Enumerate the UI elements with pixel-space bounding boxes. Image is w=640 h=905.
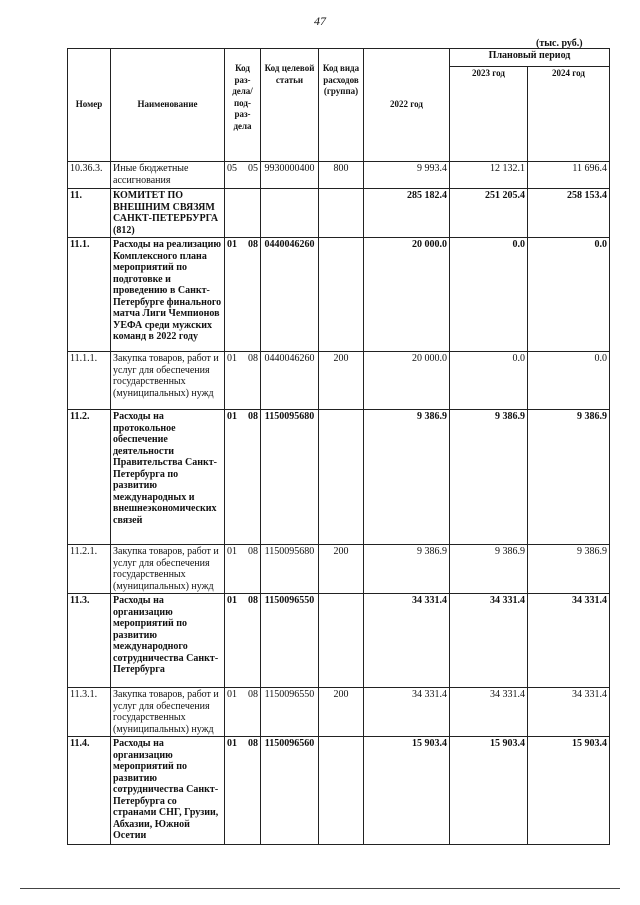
row-section: 05 xyxy=(227,163,237,174)
row-section: 01 xyxy=(227,689,237,700)
row-value-2022: 34 331.4 xyxy=(364,594,450,688)
row-section-code xyxy=(225,189,261,238)
table-row xyxy=(68,410,610,545)
row-section: 01 xyxy=(227,546,237,557)
row-value-2022: 285 182.4 xyxy=(364,189,450,238)
row-name: Закупка товаров, работ и услуг для обеспечения государственных (муниципальных) нужд xyxy=(111,352,225,410)
row-value-2024: 0.0 xyxy=(528,352,610,410)
header-target-code: Код целевой статьи xyxy=(261,49,319,162)
row-target-code: 1150095680 xyxy=(261,410,319,545)
header-year-2024: 2024 год xyxy=(528,67,610,162)
row-subsection: 08 xyxy=(248,738,258,749)
row-value-2023: 9 386.9 xyxy=(450,410,528,545)
header-name: Наименование xyxy=(111,49,225,162)
row-subsection: 08 xyxy=(248,546,258,557)
row-expense-type-code xyxy=(319,737,364,845)
row-value-2024: 0.0 xyxy=(528,238,610,352)
row-name: Иные бюджетные ассигнования xyxy=(111,162,225,189)
row-target-code xyxy=(261,189,319,238)
row-value-2023: 34 331.4 xyxy=(450,688,528,737)
row-subsection: 08 xyxy=(248,689,258,700)
row-name: Закупка товаров, работ и услуг для обеспечения государственных (муниципальных) нужд xyxy=(111,545,225,594)
row-target-code: 1150096550 xyxy=(261,594,319,688)
row-name: Расходы на организацию мероприятий по развитию сотрудничества Санкт-Петербурга со странами СНГ, Грузии, Абхазии, Южной Осетии xyxy=(111,737,225,845)
row-section: 01 xyxy=(227,411,237,422)
row-expense-type-code: 200 xyxy=(319,352,364,410)
row-expense-type-code xyxy=(319,410,364,545)
row-name: Расходы на организацию мероприятий по развитию международного сотрудничества Санкт-Петербурга xyxy=(111,594,225,688)
header-section-code: Код раз-дела/ под-раз-дела xyxy=(225,49,261,162)
row-value-2022: 15 903.4 xyxy=(364,737,450,845)
row-value-2024: 15 903.4 xyxy=(528,737,610,845)
row-section-code xyxy=(225,352,261,410)
row-expense-type-code xyxy=(319,189,364,238)
row-section-code xyxy=(225,594,261,688)
table-body xyxy=(68,162,610,845)
row-name: Расходы на реализацию Комплексного плана мероприятий по подготовке и проведению в Санкт-Петербурге финального матча Лиги Чемпионов УЕФА среди мужских команд в 2022 году xyxy=(111,238,225,352)
row-target-code: 0440046260 xyxy=(261,352,319,410)
row-subsection: 05 xyxy=(248,163,258,174)
row-value-2024: 258 153.4 xyxy=(528,189,610,238)
row-target-code: 1150095680 xyxy=(261,545,319,594)
row-value-2023: 15 903.4 xyxy=(450,737,528,845)
table-row xyxy=(68,162,610,189)
row-name: Закупка товаров, работ и услуг для обеспечения государственных (муниципальных) нужд xyxy=(111,688,225,737)
table-row xyxy=(68,594,610,688)
row-value-2023: 0.0 xyxy=(450,352,528,410)
row-value-2024: 9 386.9 xyxy=(528,410,610,545)
table-row xyxy=(68,688,610,737)
row-section: 01 xyxy=(227,239,237,250)
row-section-code xyxy=(225,238,261,352)
row-value-2022: 20 000.0 xyxy=(364,352,450,410)
row-value-2023: 9 386.9 xyxy=(450,545,528,594)
row-section-code xyxy=(225,410,261,545)
row-section-code xyxy=(225,737,261,845)
unit-label: (тыс. руб.) xyxy=(536,38,583,49)
footer-divider xyxy=(20,888,620,889)
row-value-2023: 251 205.4 xyxy=(450,189,528,238)
row-number: 11.1.1. xyxy=(68,352,111,410)
row-value-2023: 12 132.1 xyxy=(450,162,528,189)
row-target-code: 9930000400 xyxy=(261,162,319,189)
row-value-2022: 9 386.9 xyxy=(364,410,450,545)
row-expense-type-code xyxy=(319,594,364,688)
row-number: 10.36.3. xyxy=(68,162,111,189)
row-number: 11.2. xyxy=(68,410,111,545)
row-number: 11.1. xyxy=(68,238,111,352)
row-section-code xyxy=(225,162,261,189)
header-expense-type-code: Код вида расходов (группа) xyxy=(319,49,364,162)
row-section-code xyxy=(225,688,261,737)
row-expense-type-code: 800 xyxy=(319,162,364,189)
row-name: Расходы на протокольное обеспечение деятельности Правительства Санкт-Петербурга по развитию международных и внешнеэкономических связей xyxy=(111,410,225,545)
row-expense-type-code: 200 xyxy=(319,545,364,594)
row-value-2023: 0.0 xyxy=(450,238,528,352)
row-value-2022: 9 993.4 xyxy=(364,162,450,189)
table-row xyxy=(68,352,610,410)
table-row xyxy=(68,545,610,594)
row-target-code: 1150096560 xyxy=(261,737,319,845)
table-row xyxy=(68,238,610,352)
row-target-code: 1150096550 xyxy=(261,688,319,737)
row-number: 11.2.1. xyxy=(68,545,111,594)
row-section: 01 xyxy=(227,595,237,606)
page-number: 47 xyxy=(314,14,326,28)
row-subsection: 08 xyxy=(248,595,258,606)
row-number: 11.4. xyxy=(68,737,111,845)
header-plan-period: Плановый период xyxy=(450,49,610,67)
row-number: 11.3. xyxy=(68,594,111,688)
row-section-code xyxy=(225,545,261,594)
row-name: КОМИТЕТ ПО ВНЕШНИМ СВЯЗЯМ САНКТ-ПЕТЕРБУРГА (812) xyxy=(111,189,225,238)
table-row xyxy=(68,189,610,238)
row-value-2024: 34 331.4 xyxy=(528,594,610,688)
row-value-2023: 34 331.4 xyxy=(450,594,528,688)
row-subsection: 08 xyxy=(248,353,258,364)
header-year-2022: 2022 год xyxy=(364,49,450,162)
row-number: 11.3.1. xyxy=(68,688,111,737)
header-number: Номер xyxy=(68,49,111,162)
row-target-code: 0440046260 xyxy=(261,238,319,352)
header-year-2023: 2023 год xyxy=(450,67,528,162)
row-section: 01 xyxy=(227,738,237,749)
row-value-2022: 20 000.0 xyxy=(364,238,450,352)
row-value-2024: 34 331.4 xyxy=(528,688,610,737)
row-value-2022: 9 386.9 xyxy=(364,545,450,594)
row-section: 01 xyxy=(227,353,237,364)
row-value-2024: 9 386.9 xyxy=(528,545,610,594)
row-subsection: 08 xyxy=(248,411,258,422)
row-subsection: 08 xyxy=(248,239,258,250)
table-row xyxy=(68,737,610,845)
row-value-2022: 34 331.4 xyxy=(364,688,450,737)
budget-table xyxy=(67,48,610,845)
row-number: 11. xyxy=(68,189,111,238)
row-expense-type-code: 200 xyxy=(319,688,364,737)
row-expense-type-code xyxy=(319,238,364,352)
row-value-2024: 11 696.4 xyxy=(528,162,610,189)
